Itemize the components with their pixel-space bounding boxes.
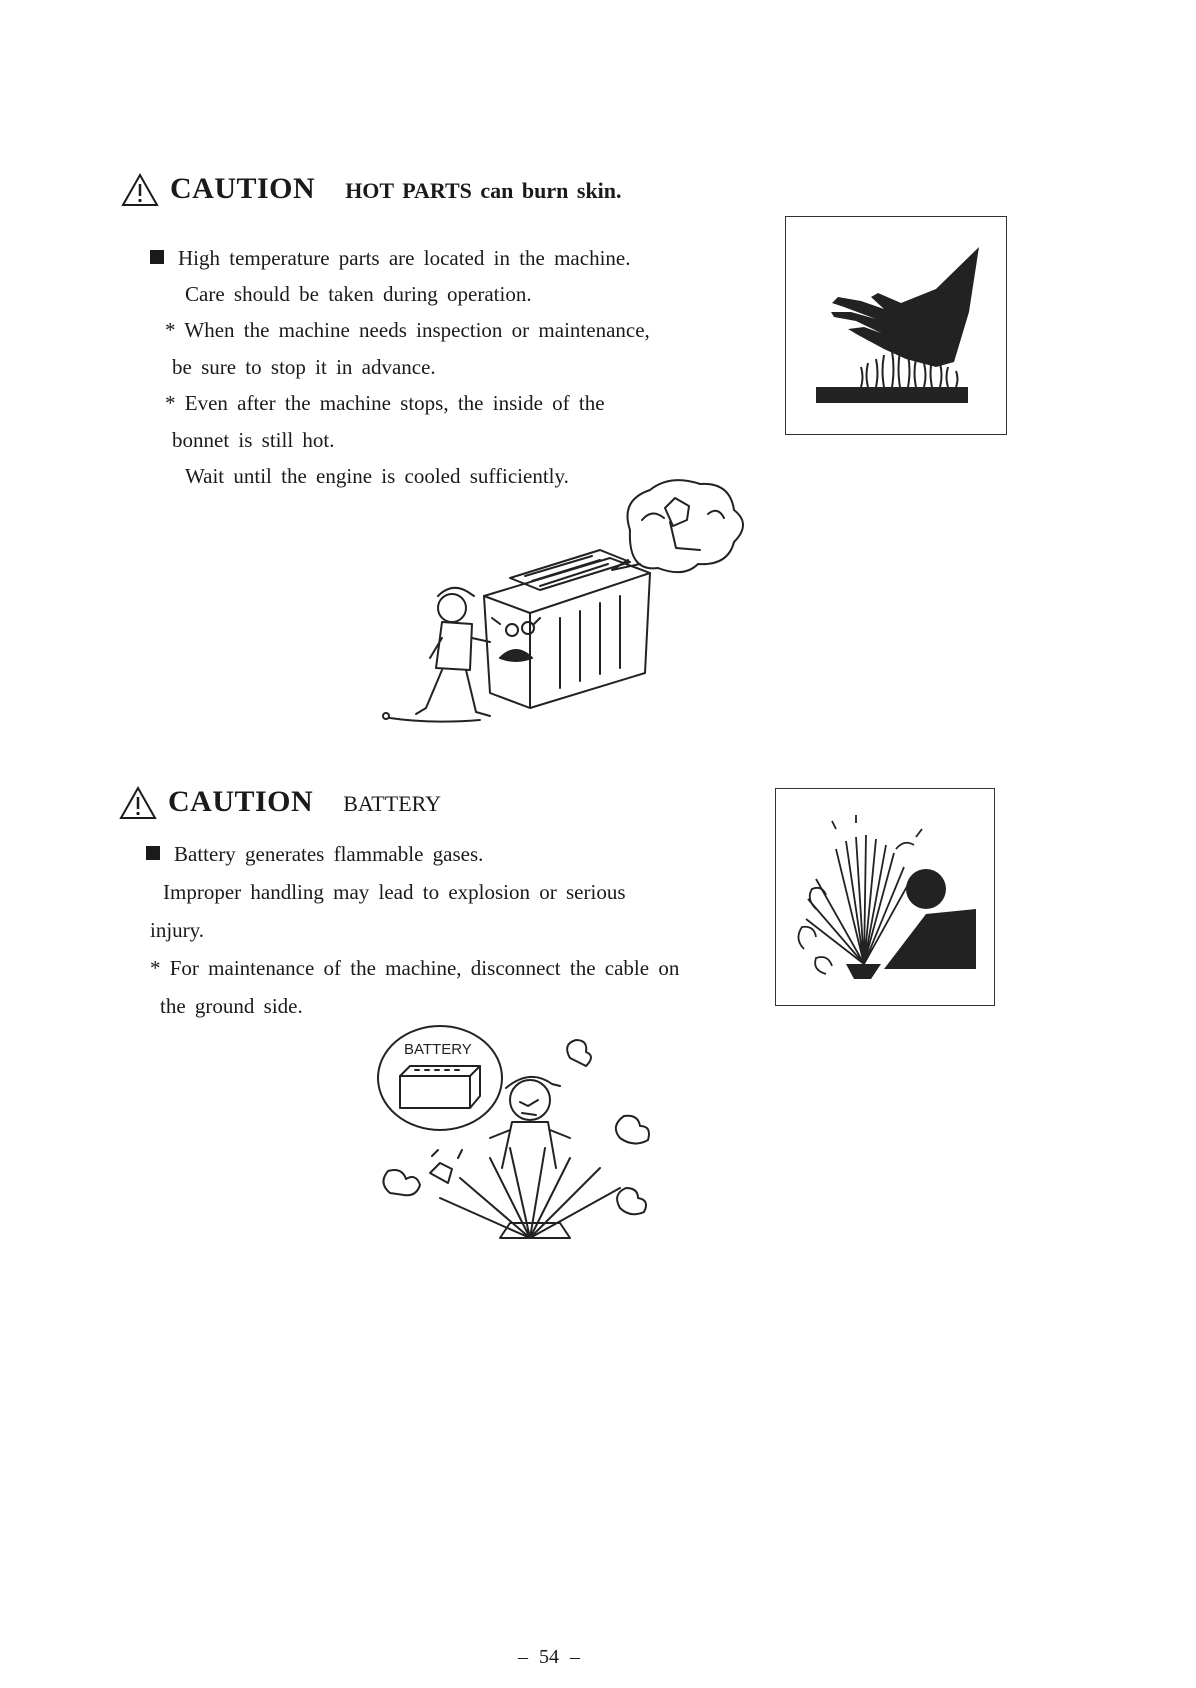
caution-heading-battery <box>118 785 441 821</box>
text-line: Battery generates flammable gases. <box>146 842 483 867</box>
square-bullet-icon <box>146 846 160 860</box>
square-bullet-icon <box>150 250 164 264</box>
caution-heading-hot-parts <box>120 172 622 208</box>
warning-triangle-icon <box>120 172 160 208</box>
text-line: bonnet is still hot. <box>172 428 335 452</box>
caution-subtitle: HOT PARTS can burn skin. <box>345 178 622 203</box>
battery-label: BATTERY <box>404 1041 472 1058</box>
battery-explosion-sign <box>775 788 995 1006</box>
text-line: injury. <box>150 918 205 942</box>
text-line: * Even after the machine stops, the inside of the <box>165 391 605 415</box>
text-line: * For maintenance of the machine, disconnect the cable on <box>150 956 680 980</box>
caution-word: CAUTION <box>170 172 316 205</box>
text-line: Wait until the engine is cooled sufficiently. <box>185 464 569 488</box>
battery-explosion-icon <box>776 789 994 1005</box>
text-line: High temperature parts are located in the machine. <box>150 246 630 271</box>
hot-surface-hand-icon <box>786 217 1006 434</box>
text-line: be sure to stop it in advance. <box>172 355 436 379</box>
caution-subtitle: BATTERY <box>343 791 441 816</box>
text-line: * When the machine needs inspection or maintenance, <box>165 318 650 342</box>
hot-surface-sign <box>785 216 1007 435</box>
text-line: the ground side. <box>160 994 303 1018</box>
warning-triangle-icon <box>118 785 158 821</box>
text-line: Improper handling may lead to explosion or serious <box>163 880 626 904</box>
page-number: – 54 – <box>518 1646 580 1668</box>
battery-explosion-illustration <box>370 1018 700 1268</box>
caution-word: CAUTION <box>168 785 314 818</box>
text-line: Care should be taken during operation. <box>185 282 532 306</box>
hot-machine-illustration <box>380 478 760 740</box>
